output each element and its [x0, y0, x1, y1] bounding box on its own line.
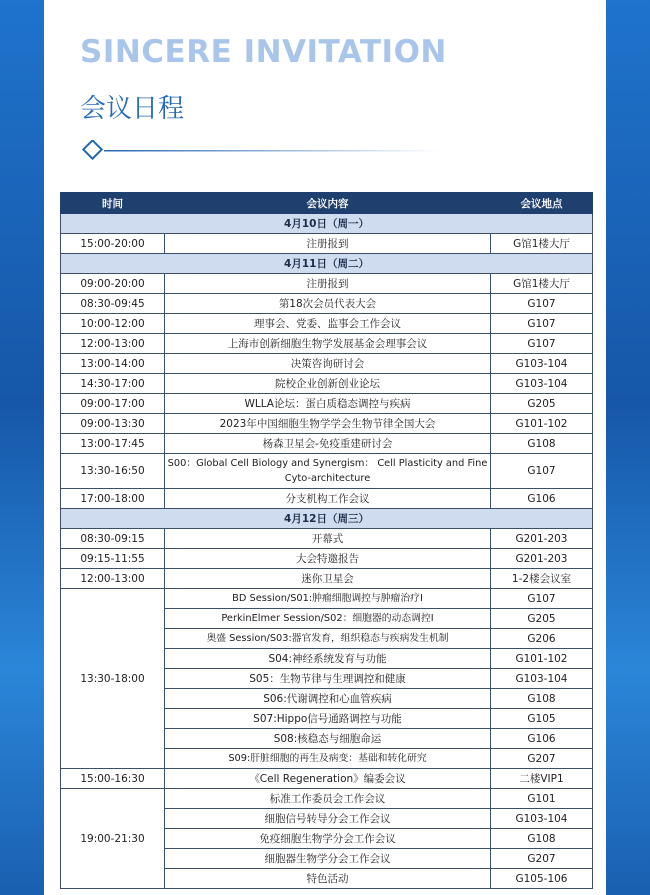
table-row: [61, 334, 593, 354]
venue-cell: 二楼VIP1: [491, 769, 593, 789]
table-row: [61, 454, 593, 489]
content-cell: 大会特邀报告: [165, 549, 491, 569]
time-cell: 13:30-16:50: [61, 454, 165, 489]
venue-cell: G107: [491, 334, 593, 354]
content-cell: S09:肝脏细胞的再生及病变：基础和转化研究: [165, 749, 491, 769]
table-row: [61, 394, 593, 414]
venue-cell: G103-104: [491, 354, 593, 374]
day-row-apr10: [61, 214, 593, 234]
table-row: [61, 769, 593, 789]
venue-cell: G206: [491, 629, 593, 649]
content-cell: S05：生物节律与生理调控和健康: [165, 669, 491, 689]
venue-cell: G107: [491, 454, 593, 489]
time-cell: 08:30-09:45: [61, 294, 165, 314]
time-cell: 19:00-21:30: [61, 789, 165, 889]
time-cell: 17:00-18:00: [61, 489, 165, 509]
venue-cell: G103-104: [491, 669, 593, 689]
time-cell: 12:00-13:00: [61, 569, 165, 589]
venue-cell: G107: [491, 589, 593, 609]
content-cell: 开幕式: [165, 529, 491, 549]
venue-cell: G107: [491, 294, 593, 314]
day-label: 4月12日（周三）: [61, 509, 593, 529]
venue-cell: G207: [491, 849, 593, 869]
table-row: [61, 274, 593, 294]
table-row: [61, 569, 593, 589]
venue-cell: G201-203: [491, 529, 593, 549]
content-cell: S08:核稳态与细胞命运: [165, 729, 491, 749]
invitation-sheet: [44, 0, 606, 895]
time-cell: 09:00-20:00: [61, 274, 165, 294]
venue-cell: G105-106: [491, 869, 593, 889]
time-cell: 08:30-09:15: [61, 529, 165, 549]
content-cell: WLLA论坛：蛋白质稳态调控与疾病: [165, 394, 491, 414]
title-chinese: 会议日程: [80, 94, 185, 124]
venue-cell: G205: [491, 609, 593, 629]
content-cell: 分支机构工作会议: [165, 489, 491, 509]
table-header-row: [61, 193, 593, 214]
col-header-time: 时间: [61, 193, 165, 214]
time-cell: 13:30-18:00: [61, 589, 165, 769]
table-row: [61, 549, 593, 569]
venue-cell: G106: [491, 729, 593, 749]
content-cell: 奥盛 Session/S03:器官发育，组织稳态与疾病发生机制: [165, 629, 491, 649]
content-cell: 特色活动: [165, 869, 491, 889]
content-cell: S04:神经系统发育与功能: [165, 649, 491, 669]
content-cell: BD Session/S01:肿瘤细胞调控与肿瘤治疗Ⅰ: [165, 589, 491, 609]
venue-cell: G101-102: [491, 414, 593, 434]
table-row: [61, 589, 593, 609]
time-cell: 09:00-13:30: [61, 414, 165, 434]
table-row: [61, 294, 593, 314]
time-cell: 09:15-11:55: [61, 549, 165, 569]
day-row-apr11: [61, 254, 593, 274]
venue-cell: G105: [491, 709, 593, 729]
venue-cell: G106: [491, 489, 593, 509]
content-cell: 免疫细胞生物学分会工作会议: [165, 829, 491, 849]
venue-cell: G205: [491, 394, 593, 414]
time-cell: 15:00-16:30: [61, 769, 165, 789]
title-english: SINCERE INVITATION: [80, 34, 447, 70]
table-row: [61, 434, 593, 454]
venue-cell: G103-104: [491, 809, 593, 829]
content-cell: 上海市创新细胞生物学发展基金会理事会议: [165, 334, 491, 354]
time-cell: 10:00-12:00: [61, 314, 165, 334]
venue-cell: G201-203: [491, 549, 593, 569]
venue-cell: G108: [491, 829, 593, 849]
time-cell: 12:00-13:00: [61, 334, 165, 354]
table-row: [61, 414, 593, 434]
content-cell: S00：Global Cell Biology and Synergism： Cell Plasticity and Fine Cyto-architecture: [165, 454, 491, 489]
content-cell: 《Cell Regeneration》编委会议: [165, 769, 491, 789]
col-header-content: 会议内容: [165, 193, 491, 214]
day-label: 4月11日（周二）: [61, 254, 593, 274]
content-cell: 2023年中国细胞生物学学会生物节律全国大会: [165, 414, 491, 434]
day-label: 4月10日（周一）: [61, 214, 593, 234]
table-row: [61, 489, 593, 509]
col-header-venue: 会议地点: [491, 193, 593, 214]
time-cell: 13:00-17:45: [61, 434, 165, 454]
table-row: [61, 789, 593, 809]
content-cell: PerkinElmer Session/S02：细胞器的动态调控Ⅰ: [165, 609, 491, 629]
table-row: [61, 374, 593, 394]
content-cell: 第18次会员代表大会: [165, 294, 491, 314]
time-cell: 15:00-20:00: [61, 234, 165, 254]
day-row-apr12: [61, 509, 593, 529]
venue-cell: G馆1楼大厅: [491, 274, 593, 294]
right-decorative-band: [606, 0, 650, 895]
content-cell: 注册报到: [165, 234, 491, 254]
venue-cell: 1-2楼会议室: [491, 569, 593, 589]
content-cell: 注册报到: [165, 274, 491, 294]
content-cell: 理事会、党委、监事会工作会议: [165, 314, 491, 334]
content-cell: 细胞器生物学分会工作会议: [165, 849, 491, 869]
table-row: [61, 529, 593, 549]
content-cell: 标准工作委员会工作会议: [165, 789, 491, 809]
content-cell: S06:代谢调控和心血管疾病: [165, 689, 491, 709]
venue-cell: G107: [491, 314, 593, 334]
venue-cell: G207: [491, 749, 593, 769]
time-cell: 09:00-17:00: [61, 394, 165, 414]
time-cell: 13:00-14:00: [61, 354, 165, 374]
schedule-table: [60, 192, 593, 889]
venue-cell: G108: [491, 434, 593, 454]
content-cell: 杨森卫星会-免疫重建研讨会: [165, 434, 491, 454]
table-row: [61, 354, 593, 374]
venue-cell: G103-104: [491, 374, 593, 394]
content-cell: S07:Hippo信号通路调控与功能: [165, 709, 491, 729]
table-row: [61, 314, 593, 334]
content-cell: 决策咨询研讨会: [165, 354, 491, 374]
content-cell: 院校企业创新创业论坛: [165, 374, 491, 394]
content-cell: 细胞信号转导分会工作会议: [165, 809, 491, 829]
left-decorative-band: [0, 0, 44, 895]
venue-cell: G108: [491, 689, 593, 709]
venue-cell: G101-102: [491, 649, 593, 669]
diamond-divider-icon: [80, 140, 440, 164]
venue-cell: G馆1楼大厅: [491, 234, 593, 254]
table-row: [61, 234, 593, 254]
content-cell: 迷你卫星会: [165, 569, 491, 589]
time-cell: 14:30-17:00: [61, 374, 165, 394]
venue-cell: G101: [491, 789, 593, 809]
